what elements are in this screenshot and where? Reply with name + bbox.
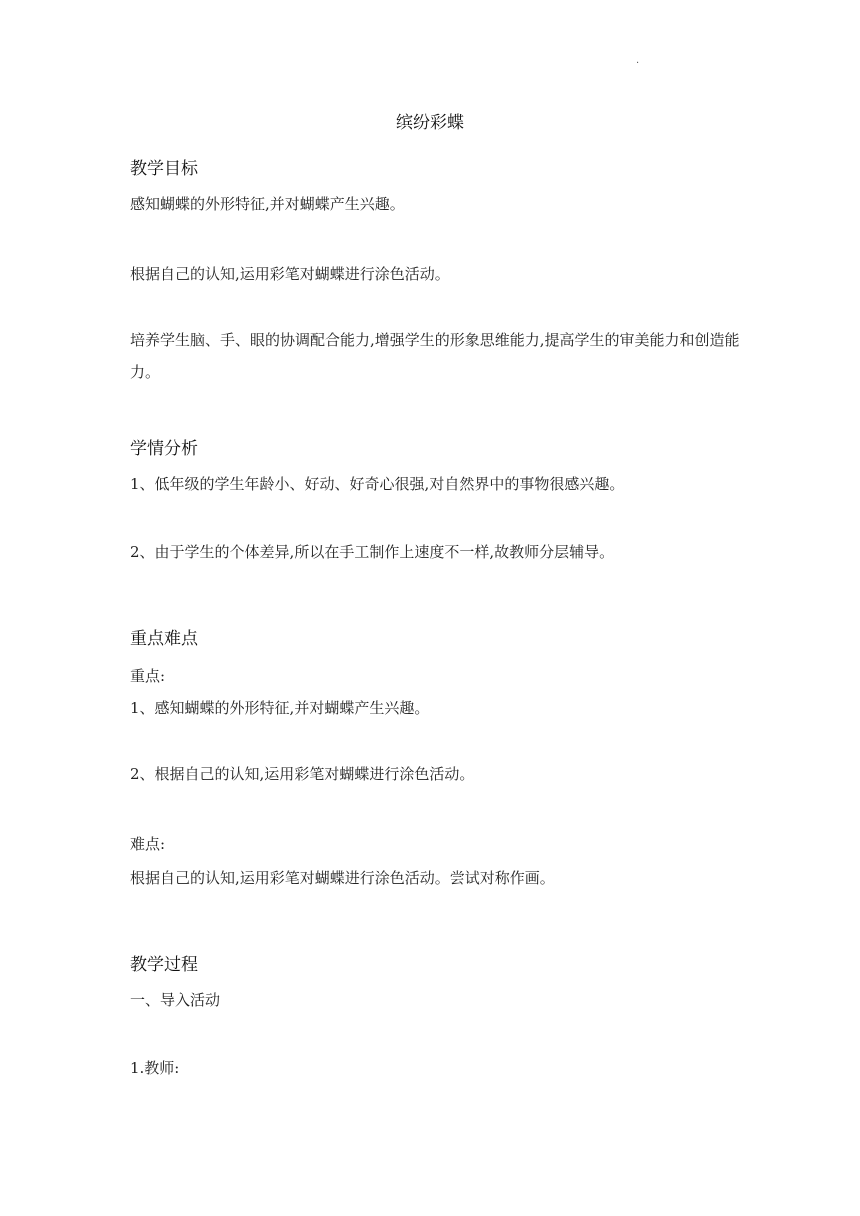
paragraph: 一、导入活动: [130, 991, 221, 1009]
paragraph: 根据自己的认知,运用彩笔对蝴蝶进行涂色活动。: [130, 265, 450, 283]
section-heading-key-points: 重点难点: [130, 629, 198, 649]
section-heading-analysis: 学情分析: [130, 439, 198, 459]
key-label: 重点:: [130, 667, 166, 685]
paragraph: 1.教师:: [130, 1059, 180, 1077]
paragraph: 感知蝴蝶的外形特征,并对蝴蝶产生兴趣。: [130, 195, 405, 213]
section-heading-process: 教学过程: [130, 955, 198, 975]
header-mark: ·: [636, 58, 640, 69]
paragraph: 2、由于学生的个体差异,所以在手工制作上速度不一样,故教师分层辅导。: [130, 543, 615, 561]
paragraph: 根据自己的认知,运用彩笔对蝴蝶进行涂色活动。尝试对称作画。: [130, 869, 555, 887]
paragraph: 培养学生脑、手、眼的协调配合能力,增强学生的形象思维能力,提高学生的审美能力和创造能力。: [130, 331, 740, 381]
section-heading-goals: 教学目标: [130, 159, 198, 179]
paragraph: 1、感知蝴蝶的外形特征,并对蝴蝶产生兴趣。: [130, 699, 430, 717]
document-title: 缤纷彩蝶: [396, 113, 464, 133]
paragraph: 1、低年级的学生年龄小、好动、好奇心很强,对自然界中的事物很感兴趣。: [130, 475, 625, 493]
difficulty-label: 难点:: [130, 835, 166, 853]
paragraph: 2、根据自己的认知,运用彩笔对蝴蝶进行涂色活动。: [130, 765, 475, 783]
